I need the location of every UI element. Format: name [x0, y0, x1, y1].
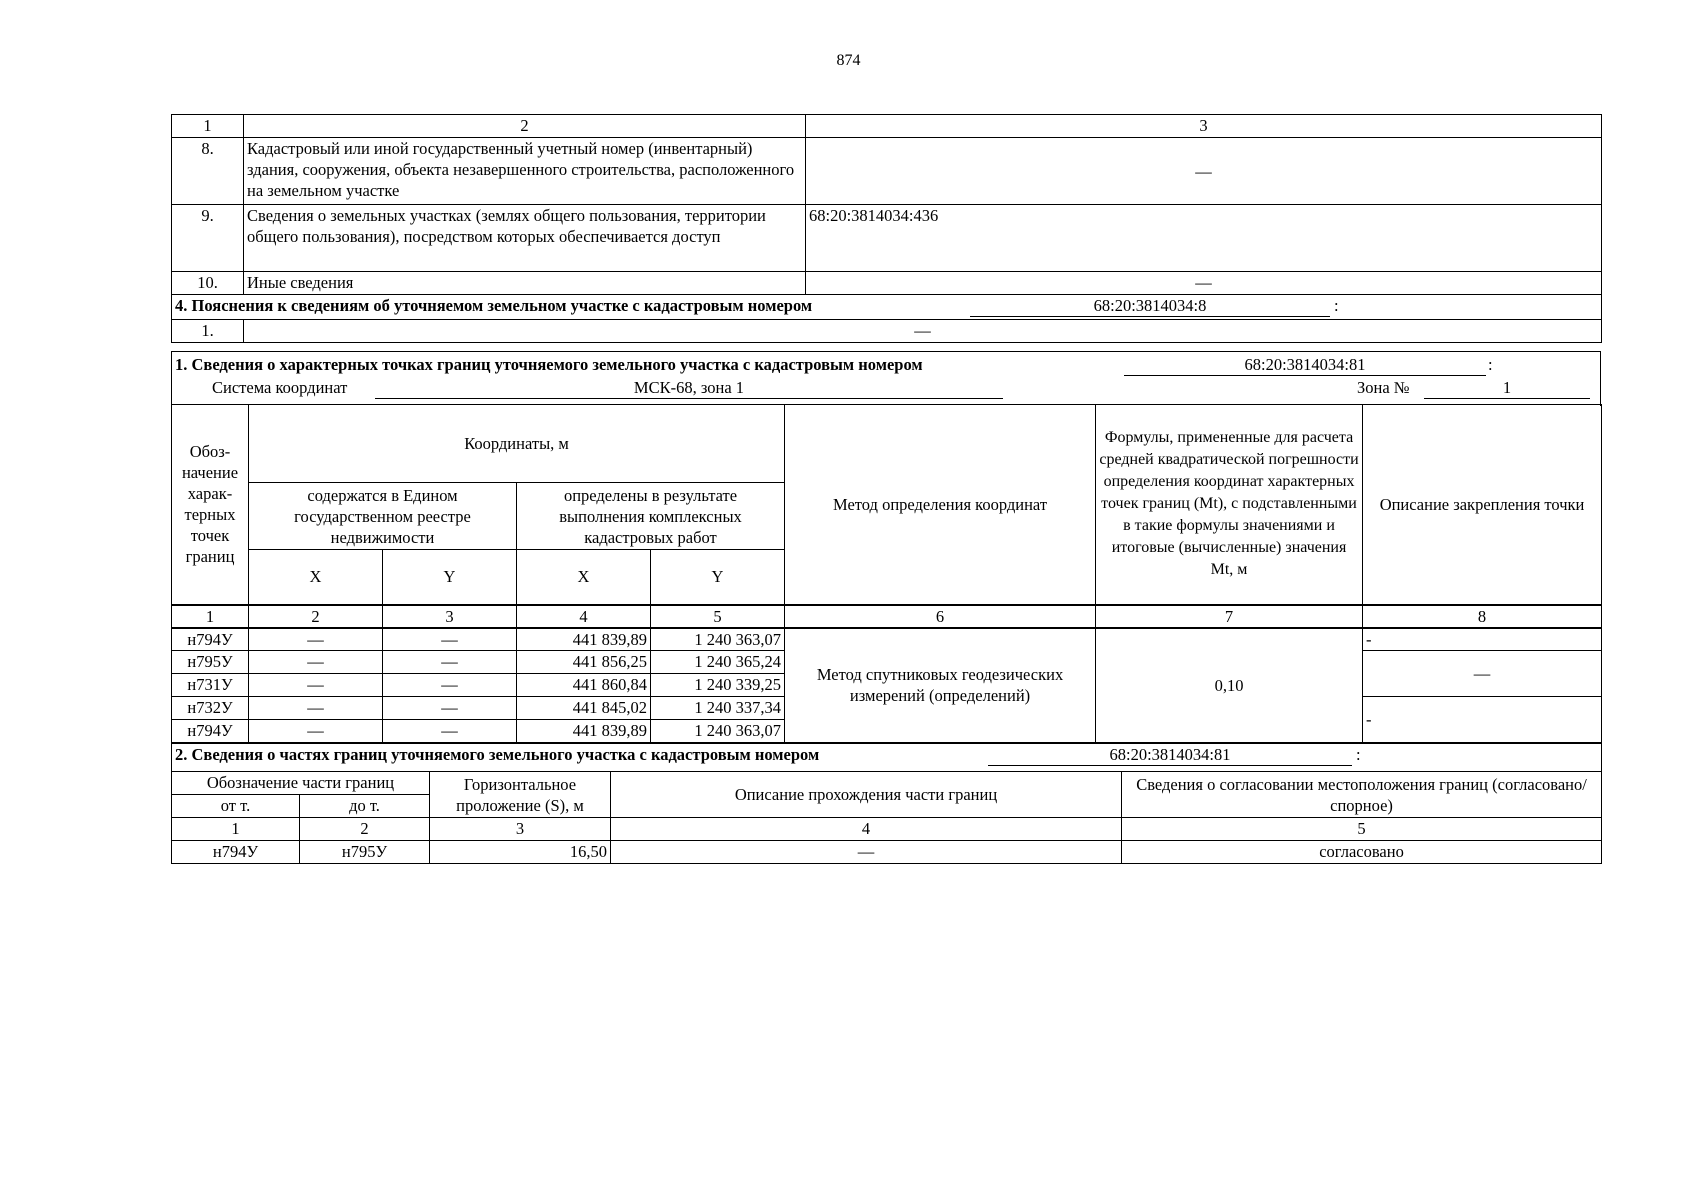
points-table	[171, 404, 1602, 743]
section4-header	[172, 295, 1602, 320]
y-header: Y	[383, 550, 517, 605]
part-designation-header: Обозначение части границ	[172, 772, 430, 795]
col-number: 5	[651, 605, 785, 628]
table-row	[172, 205, 1602, 272]
section2-colon: :	[1356, 745, 1361, 764]
point-name: н794У	[172, 628, 249, 651]
coord-system-label: Система координат	[212, 378, 348, 397]
part-to: н795У	[300, 841, 430, 864]
x-header: X	[517, 550, 651, 605]
row-label: Сведения о земельных участках (землях общего пользования, территории общего пользования), посредством которых обеспечивается доступ	[244, 205, 806, 272]
point-y2: 1 240 363,07	[651, 628, 785, 651]
section2-cadastral: 68:20:3814034:81	[988, 744, 1352, 766]
row-value: —	[806, 138, 1602, 205]
horizontal-header: Горизонтальное проложение (S), м	[430, 772, 611, 818]
col-number: 2	[249, 605, 383, 628]
col-number: 8	[1363, 605, 1602, 628]
section2-title: 2. Сведения о частях границ уточняемого земельного участка с кадастровым номером	[175, 745, 820, 764]
row-number: 1.	[172, 320, 244, 343]
col-number: 6	[785, 605, 1096, 628]
section1-title: 1. Сведения о характерных точках границ уточняемого земельного участка с кадастровым номером	[175, 355, 923, 374]
agreement-header: Сведения о согласовании местоположения границ (согласовано/спорное)	[1122, 772, 1602, 818]
table-row	[172, 628, 1602, 651]
x-header: X	[249, 550, 383, 605]
point-x1: —	[249, 628, 383, 651]
row-number: 10.	[172, 272, 244, 295]
col-number: 4	[611, 818, 1122, 841]
col-number: 3	[806, 115, 1602, 138]
kkr-header: определены в результате выполнения комплексных кадастровых работ	[517, 483, 785, 550]
col-number: 3	[383, 605, 517, 628]
point-y2: 1 240 363,07	[651, 720, 785, 743]
table-row	[172, 272, 1602, 295]
parts-table	[171, 743, 1602, 864]
point-x1: —	[249, 697, 383, 720]
col-number: 5	[1122, 818, 1602, 841]
point-y1: —	[383, 651, 517, 674]
from-header: от т.	[172, 795, 300, 818]
point-x2: 441 845,02	[517, 697, 651, 720]
designation-header: Обоз-начение харак-терных точек границ	[172, 405, 249, 605]
mt-value: 0,10	[1096, 628, 1363, 743]
fixation-value: -	[1363, 697, 1602, 743]
section1-cadastral: 68:20:3814034:81	[1124, 354, 1486, 376]
zone-label: Зона №	[1357, 378, 1410, 397]
section1-header	[171, 351, 1601, 406]
point-name: н794У	[172, 720, 249, 743]
point-x1: —	[249, 720, 383, 743]
row-label: Кадастровый или иной государственный учетный номер (инвентарный) здания, сооружения, объекта незавершенного строительства, расположенного на земельном участке	[244, 138, 806, 205]
row-number: 9.	[172, 205, 244, 272]
part-from: н794У	[172, 841, 300, 864]
section2-header	[172, 744, 1602, 772]
col-number: 4	[517, 605, 651, 628]
row-value: 68:20:3814034:436	[806, 205, 1602, 272]
fixation-value: —	[1363, 651, 1602, 697]
col-number: 2	[300, 818, 430, 841]
section1-colon: :	[1488, 355, 1493, 374]
point-x1: —	[249, 674, 383, 697]
row-label: Иные сведения	[244, 272, 806, 295]
part-agreement: согласовано	[1122, 841, 1602, 864]
table-row	[172, 320, 1602, 343]
section4-cadastral: 68:20:3814034:8	[970, 295, 1330, 317]
col-number: 2	[244, 115, 806, 138]
row-number: 8.	[172, 138, 244, 205]
to-header: до т.	[300, 795, 430, 818]
fixation-header: Описание закрепления точки	[1363, 405, 1602, 605]
point-x1: —	[249, 651, 383, 674]
description-header: Описание прохождения части границ	[611, 772, 1122, 818]
row-value: —	[806, 272, 1602, 295]
top-info-table	[171, 114, 1602, 343]
coord-system-value: МСК-68, зона 1	[375, 377, 1003, 399]
point-y2: 1 240 365,24	[651, 651, 785, 674]
section4-title: 4. Пояснения к сведениям об уточняемом земельном участке с кадастровым номером	[175, 296, 813, 315]
point-y1: —	[383, 674, 517, 697]
point-y1: —	[383, 720, 517, 743]
point-x2: 441 856,25	[517, 651, 651, 674]
table-row	[172, 841, 1602, 864]
egrn-header: содержатся в Едином государственном реестре недвижимости	[249, 483, 517, 550]
point-name: н731У	[172, 674, 249, 697]
y-header: Y	[651, 550, 785, 605]
section4-colon: :	[1334, 296, 1339, 315]
point-y2: 1 240 339,25	[651, 674, 785, 697]
col-number: 7	[1096, 605, 1363, 628]
coords-header: Координаты, м	[249, 405, 785, 483]
point-y1: —	[383, 697, 517, 720]
point-x2: 441 839,89	[517, 720, 651, 743]
part-length: 16,50	[430, 841, 611, 864]
point-y1: —	[383, 628, 517, 651]
point-y2: 1 240 337,34	[651, 697, 785, 720]
page-number: 874	[836, 52, 861, 69]
point-name: н795У	[172, 651, 249, 674]
table-row	[172, 138, 1602, 205]
col-number: 1	[172, 818, 300, 841]
col-number: 1	[172, 115, 244, 138]
zone-value: 1	[1424, 377, 1590, 399]
row-value: —	[244, 320, 1602, 343]
formulas-header: Формулы, примененные для расчета средней квадратической погрешности определения координат характерных точек границ (Mt), с подставленными в такие формулы значениями и итоговые (вычисленные) значения Mt, м	[1096, 405, 1363, 605]
part-description: —	[611, 841, 1122, 864]
col-number: 3	[430, 818, 611, 841]
point-name: н732У	[172, 697, 249, 720]
col-number: 1	[172, 605, 249, 628]
method-value: Метод спутниковых геодезических измерений (определений)	[785, 628, 1096, 743]
point-x2: 441 839,89	[517, 628, 651, 651]
fixation-value: -	[1363, 628, 1602, 651]
point-x2: 441 860,84	[517, 674, 651, 697]
method-header: Метод определения координат	[785, 405, 1096, 605]
